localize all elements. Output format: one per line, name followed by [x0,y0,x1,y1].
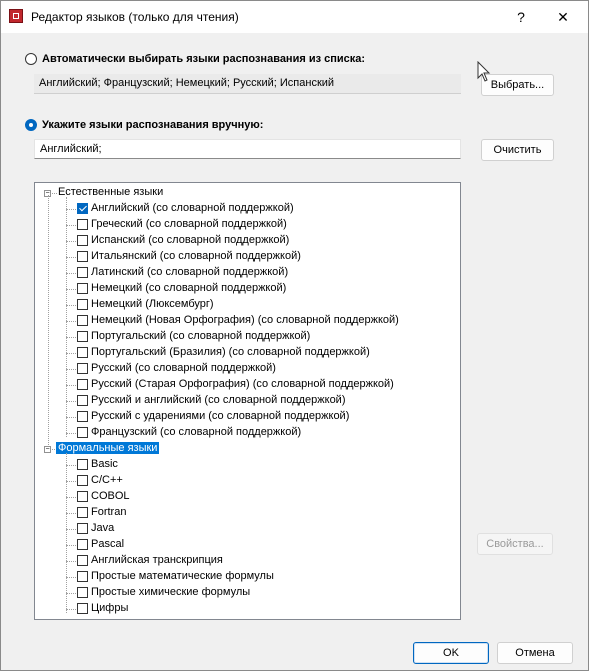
language-checkbox[interactable] [77,475,88,486]
tree-connector [66,401,76,402]
tree-connector [48,195,49,451]
tree-connector [66,417,76,418]
language-label[interactable]: Java [91,522,115,534]
tree-connector [66,593,76,594]
language-checkbox[interactable] [77,363,88,374]
language-label[interactable]: Итальянский (со словарной поддержкой) [91,250,301,262]
tree-connector [66,577,76,578]
language-label[interactable]: Английская транскрипция [91,554,223,566]
language-label[interactable]: Простые химические формулы [91,586,251,598]
language-checkbox[interactable] [77,283,88,294]
tree-connector [66,609,76,610]
tree-connector [66,453,67,613]
language-checkbox[interactable] [77,299,88,310]
language-checkbox[interactable] [77,267,88,278]
tree-connector [66,321,76,322]
language-tree[interactable] [34,182,461,620]
language-checkbox[interactable] [77,379,88,390]
manual-languages-input[interactable]: Английский; [34,139,461,159]
auto-select-radio[interactable] [25,53,37,65]
formal-group-expander[interactable]: − [45,446,50,453]
language-label[interactable]: C/C++ [91,474,123,486]
natural-group-label[interactable]: Естественные языки [58,186,164,198]
language-label[interactable]: Русский (со словарной поддержкой) [91,362,276,374]
tree-connector [66,465,76,466]
tree-connector [52,193,57,194]
window-title: Редактор языков (только для чтения) [31,10,239,24]
language-label[interactable]: Французский (со словарной поддержкой) [91,426,302,438]
tree-connector [66,305,76,306]
language-checkbox[interactable] [77,587,88,598]
language-checkbox[interactable] [77,251,88,262]
natural-group-expander[interactable]: − [45,190,50,197]
language-checkbox[interactable] [77,539,88,550]
tree-connector [66,209,76,210]
formal-group-label[interactable]: Формальные языки [58,442,158,454]
tree-connector [66,257,76,258]
language-label[interactable]: Греческий (со словарной поддержкой) [91,218,287,230]
title-bar[interactable] [1,1,588,33]
language-checkbox[interactable] [77,347,88,358]
tree-connector [66,225,76,226]
language-label[interactable]: Немецкий (Новая Орфография) (со словарной поддержкой) [91,314,399,326]
language-checkbox[interactable] [77,411,88,422]
manual-select-label[interactable]: Укажите языки распознавания вручную: [42,119,264,131]
language-label[interactable]: Португальский (со словарной поддержкой) [91,330,311,342]
tree-connector [66,197,67,437]
ok-button[interactable]: OK [413,642,489,664]
language-checkbox[interactable] [77,427,88,438]
language-label[interactable]: Немецкий (со словарной поддержкой) [91,282,287,294]
tree-connector [66,513,76,514]
language-label[interactable]: Fortran [91,506,127,518]
language-label[interactable]: Русский с ударениями (со словарной поддержкой) [91,410,350,422]
help-button[interactable]: ? [517,9,525,25]
cancel-button[interactable]: Отмена [497,642,573,664]
language-checkbox[interactable] [77,459,88,470]
language-label[interactable]: Русский и английский (со словарной поддержкой) [91,394,346,406]
choose-button[interactable]: Выбрать... [481,74,554,96]
language-label[interactable]: Испанский (со словарной поддержкой) [91,234,290,246]
language-checkbox[interactable] [77,219,88,230]
mouse-pointer-icon [477,61,491,83]
language-label[interactable]: Латинский (со словарной поддержкой) [91,266,289,278]
language-label[interactable]: Pascal [91,538,125,550]
tree-connector [66,433,76,434]
app-logo-icon [9,9,23,23]
language-checkbox[interactable] [77,571,88,582]
language-checkbox[interactable] [77,315,88,326]
tree-connector [66,273,76,274]
tree-connector [66,529,76,530]
close-icon[interactable]: ✕ [557,9,569,25]
language-checkbox[interactable] [77,331,88,342]
tree-connector [66,353,76,354]
language-checkbox[interactable] [77,235,88,246]
language-checkbox[interactable] [77,523,88,534]
language-checkbox[interactable] [77,603,88,614]
auto-select-label[interactable]: Автоматически выбирать языки распознавания из списка: [42,53,366,65]
tree-connector [66,481,76,482]
language-label[interactable]: Английский (со словарной поддержкой) [91,202,294,214]
tree-connector [66,561,76,562]
language-label[interactable]: Русский (Старая Орфография) (со словарной поддержкой) [91,378,394,390]
properties-button[interactable]: Свойства... [477,533,553,555]
auto-languages-field: Английский; Французский; Немецкий; Русский; Испанский [34,74,461,94]
tree-connector [66,241,76,242]
language-checkbox[interactable] [77,395,88,406]
language-checkbox[interactable] [77,507,88,518]
language-label[interactable]: Цифры [91,602,129,614]
language-label[interactable]: Простые математические формулы [91,570,274,582]
tree-connector [66,385,76,386]
tree-connector [66,337,76,338]
language-label[interactable]: COBOL [91,490,130,502]
clear-button[interactable]: Очистить [481,139,554,161]
tree-connector [66,497,76,498]
language-checkbox[interactable] [77,203,88,214]
language-label[interactable]: Немецкий (Люксембург) [91,298,214,310]
tree-connector [66,545,76,546]
language-checkbox[interactable] [77,491,88,502]
tree-connector [66,369,76,370]
manual-select-radio[interactable] [25,119,37,131]
tree-connector [66,289,76,290]
language-label[interactable]: Португальский (Бразилия) (со словарной поддержкой) [91,346,370,358]
language-label[interactable]: Basic [91,458,118,470]
language-checkbox[interactable] [77,555,88,566]
